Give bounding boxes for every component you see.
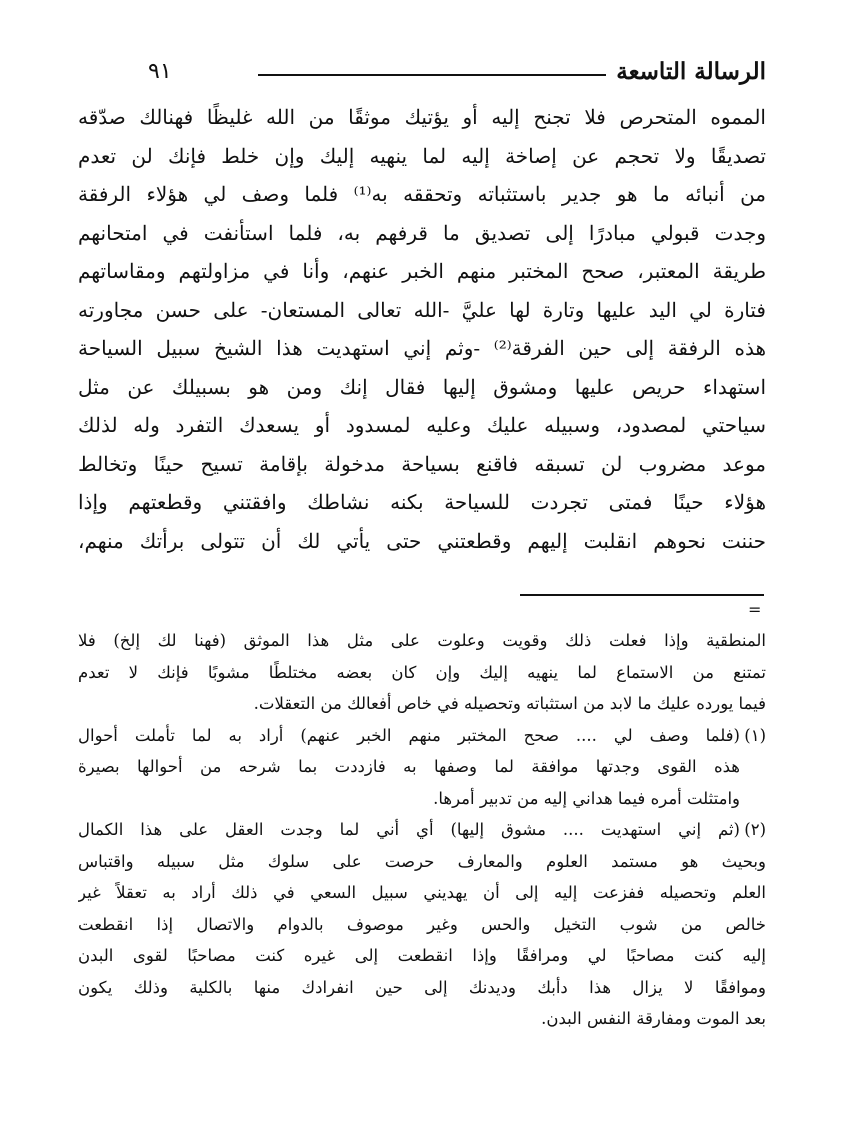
body-line: تصديقًا ولا تحجم عن إصاخة إليه لما ينهيه إليك وإن خلط فإنك لن تعدم [78,143,766,168]
body-line: من أنبائه ما هو جدير باستثباته وتحققه به⁽¹⁾ فلما وصف لي هؤلاء الرفقة [78,182,766,206]
body-line: فتارة لي اليد عليها وتارة لها عليَّ -الله تعالى المستعان- على حسن مجاورته [78,297,766,322]
body-line: وجدت قبولي مبادرًا إلى تصديق ما قرفهم به، فلما استأنفت في امتحانهم [78,220,766,245]
footnote-line: المنطقية وإذا فعلت ذلك وقويت وعلوت على مثل هذا الموثق (فهنا لك إلخ) فلا [78,631,766,650]
page-header [148,52,766,92]
footnote-line: هذه القوى وجدتها موافقة لما وصفها به فازددت بما شرحه من أحوالها بصيرة [78,757,740,776]
footnote-line: وموافقًا لا يزال هذا دأبك وديدنك إلى حين انفرادك منها بالكلية وذلك يكون [78,977,766,997]
body-text [78,98,766,560]
header-rule [258,74,606,76]
body-line: حننت نحوهم انقلبت إليهم وقطعتني حتى يأتي لك أن تتولى برأتك منهم، [78,528,766,553]
footnote-line: تمتنع من الاستماع لما ينهيه إليك وإن كان بعضه مختلطًا مشوبًا فإنك لا تعدم [78,662,766,682]
body-line: المموه المتحرص فلا تجنح إليه أو يؤتيك موثقًا من الله غليظًا فهنالك صدّقه [78,105,766,129]
footnote-text: (ثم إني استهديت .... مشوق إليها) أي أني لما وجدت العقل على هذا الكمال [78,820,740,839]
footnote-1 [78,720,766,815]
body-line: سياحتي لمصدود، وسبيله عليك وعليه لمسدود أو يسعدك التفرد وله لذلك [78,413,766,437]
body-line: استهداء حريص عليها ومشوق إليها فقال إنك ومن هو بسبيلك عن مثل [78,374,766,399]
footnote-separator [520,594,764,596]
footnote-line: بعد الموت ومفارقة النفس البدن. [541,1009,766,1028]
body-line: هؤلاء حينًا فمتى تجردت للسياحة بكنه نشاطك وافقتني وقطعتهم وإذا [78,490,766,514]
footnote-text: (فلما وصف لي .... صحح المختبر منهم الخبر عنهم) أراد به لما تأملت أحوال [78,725,740,745]
body-line: طريقة المعتبر، صحح المختبر منهم الخبر عنهم، وأنا في مزاولتهم ومقاساتهم [78,259,766,283]
footnote-line: وبحيث هو مستمد العلوم والمعارف حرصت على سلوك مثل سبيله واقتباس [78,851,766,871]
footnote-number: (٢) [744,820,766,839]
body-line: هذه الرفقة إلى حين الفرقة⁽²⁾ -وثم إني استهديت هذا الشيخ سبيل السياحة [78,336,766,360]
body-line: موعد مضروب لن تسبقه فاقنع بسياحة مدخولة بإقامة تسيح حينًا وتخالط [78,451,766,476]
footnote-line: فيما يورده عليك ما لابد من استثباته وتحصيله في خاص أفعالك من التعقلات. [253,694,766,713]
footnote-line: إليه كنت مصاحبًا لي ومرافقًا وإذا انقطعت إلى غيره كنت مصاحبًا لقوى البدن [78,946,766,965]
footnote-number: (١) [744,725,766,745]
footnote-2 [78,814,766,1035]
footnote-line: وامتثلت أمره فيما هداني إليه من تدبير أمرها. [433,788,740,808]
footnote-line [78,720,766,752]
footnote-continuation-mark: = [748,600,762,619]
footnote-line [78,814,766,846]
footnote-line: خالص من شوب التخيل والحس وغير موصوف بالدوام والاتصال إذا انقطعت [78,914,766,934]
page-number: ٩١ [148,59,172,84]
footnote-line: العلم وتحصيله ففزعت إليه إلى أن يهديني سبيل السعي في ذلك أراد به تعقلاً غير [78,883,766,902]
running-title: الرسالة التاسعة [616,58,766,85]
footnotes [78,625,766,1035]
